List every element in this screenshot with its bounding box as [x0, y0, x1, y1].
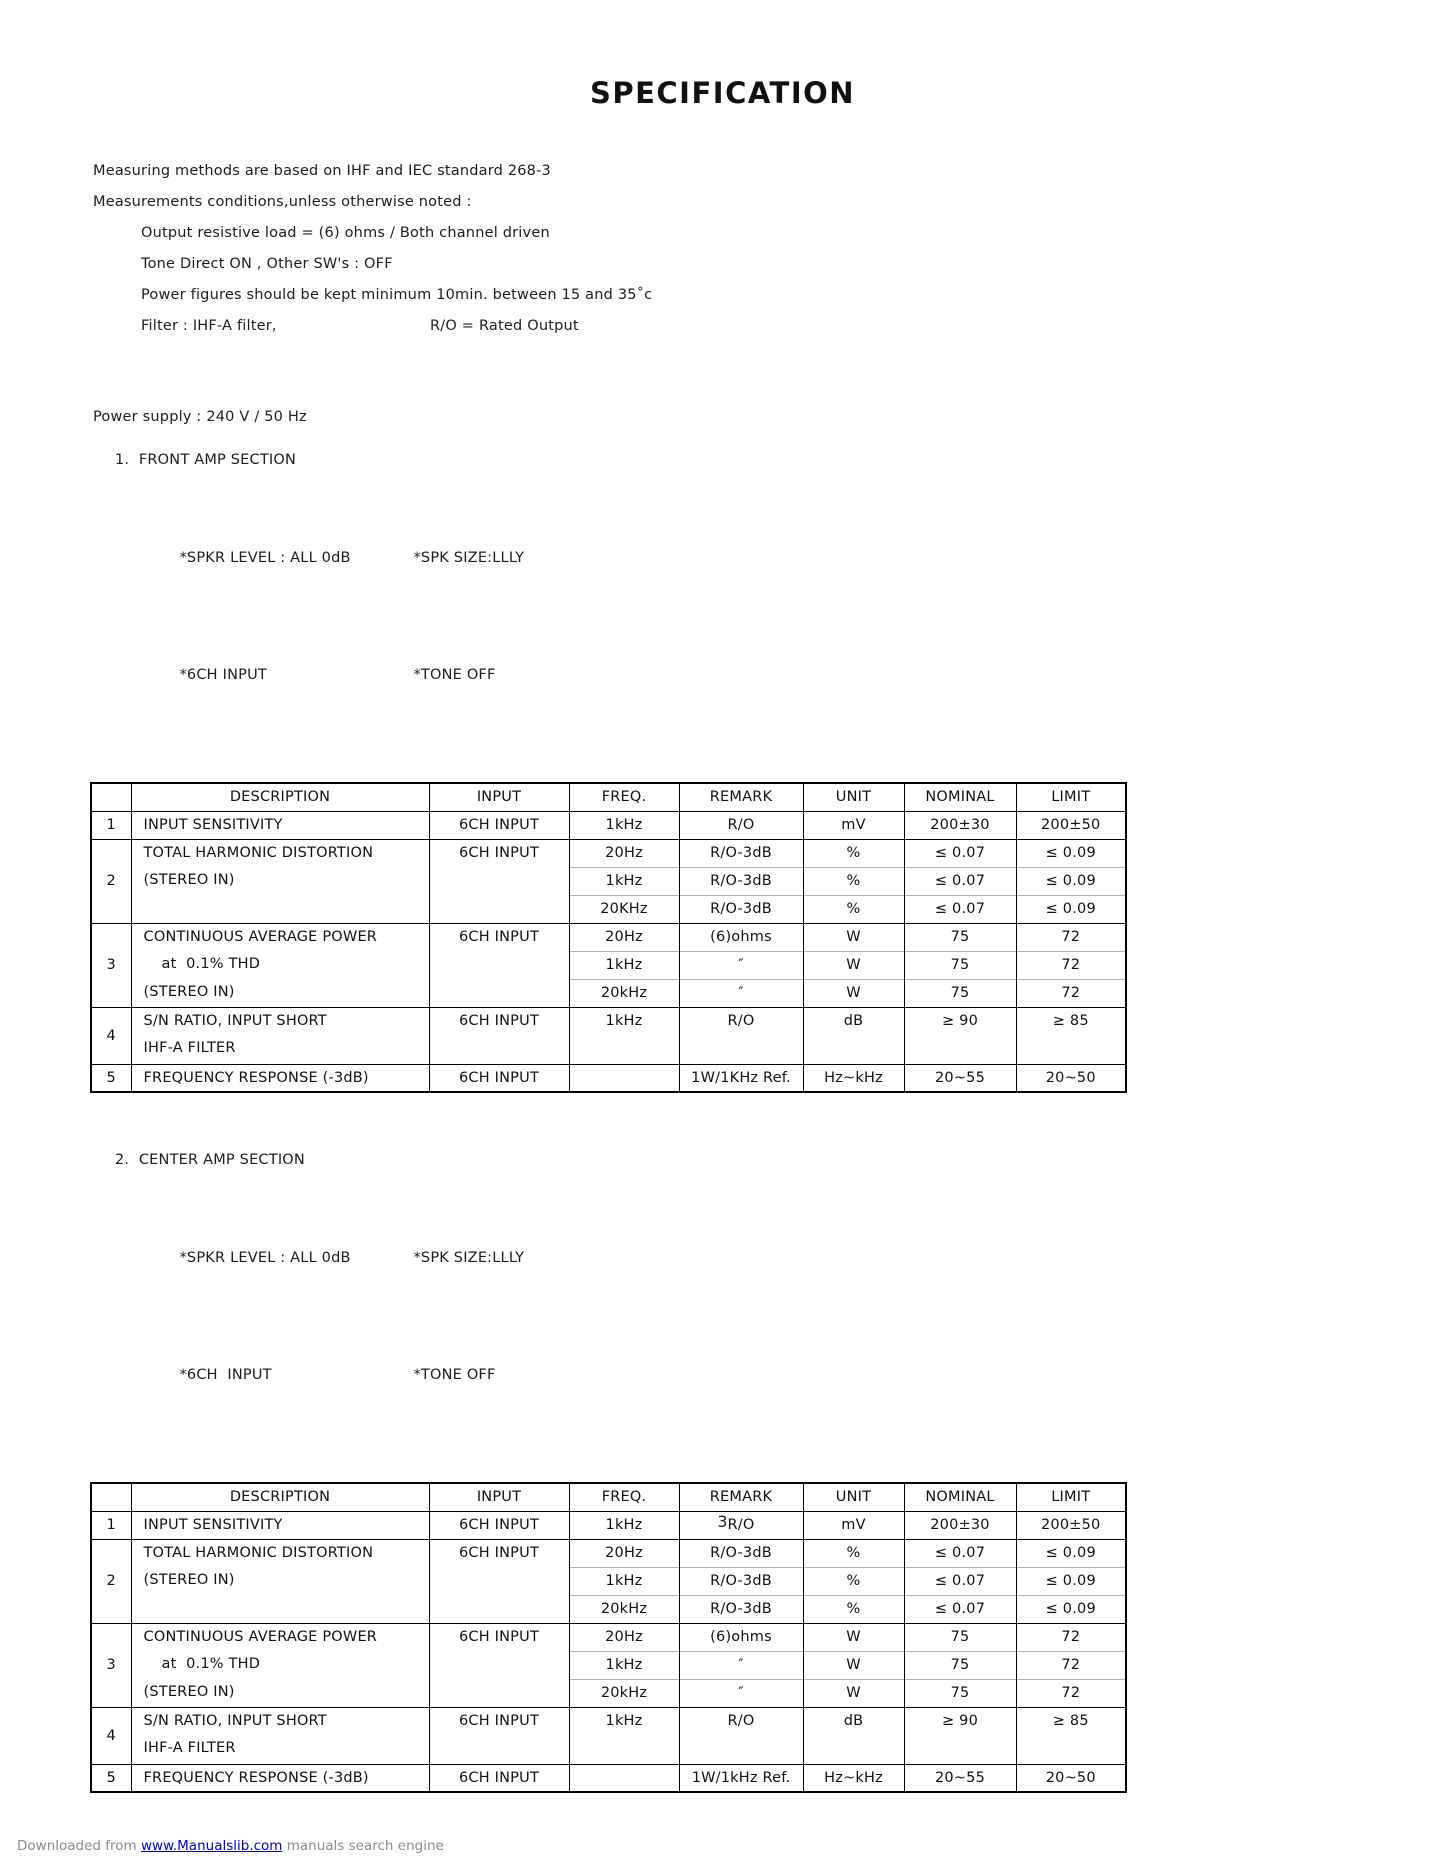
cell-unit: % — [803, 895, 904, 923]
header-remark: REMARK — [679, 783, 803, 811]
header-limit: LIMIT — [1016, 1483, 1126, 1511]
cell-nominal: 200±30 — [904, 1511, 1016, 1539]
cell-input: 6CH INPUT — [429, 923, 569, 1007]
cell-input: 6CH INPUT — [429, 1511, 569, 1539]
section-front-amp — [0, 445, 1445, 1093]
cell-freq: 1kHz — [569, 1511, 679, 1539]
table-row — [91, 1707, 1126, 1764]
cell-limit: 72 — [1016, 1679, 1126, 1707]
subnote-line — [141, 523, 1445, 594]
condition-line: Output resistive load = (6) ohms / Both channel driven — [141, 225, 550, 241]
footer-suffix: manuals search engine — [282, 1838, 444, 1854]
cell-remark: R/O — [679, 811, 803, 839]
header-unit: UNIT — [803, 1483, 904, 1511]
description-line: CONTINUOUS AVERAGE POWER — [143, 1628, 378, 1645]
cell-description — [131, 1623, 429, 1707]
cell-limit: 200±50 — [1016, 811, 1126, 839]
description-line: IHF-A FILTER — [143, 1040, 236, 1056]
table-row — [91, 839, 1126, 867]
cell-freq: 1kHz — [569, 867, 679, 895]
cell-num: 4 — [91, 1007, 131, 1064]
power-supply-line: Power supply : 240 V / 50 Hz — [93, 409, 307, 425]
cell-remark: ″ — [679, 1679, 803, 1707]
cell-unit: W — [803, 923, 904, 951]
section-heading: 2. CENTER AMP SECTION — [115, 1152, 305, 1168]
cell-limit: 72 — [1016, 951, 1126, 979]
cell-unit: % — [803, 1595, 904, 1623]
spk-size-label: *SPK SIZE:LLLY — [413, 549, 525, 566]
cell-remark: (6)ohms — [679, 1623, 803, 1651]
cell-input: 6CH INPUT — [429, 1707, 569, 1764]
cell-nominal: ≤ 0.07 — [904, 1595, 1016, 1623]
cell-nominal: ≥ 90 — [904, 1007, 1016, 1064]
cell-freq: 1kHz — [569, 1007, 679, 1064]
cell-input: 6CH INPUT — [429, 1007, 569, 1064]
header-num — [91, 783, 131, 811]
cell-nominal: 75 — [904, 1679, 1016, 1707]
manualslib-link[interactable]: www.Manualslib.com — [140, 1838, 283, 1854]
cell-freq: 1kHz — [569, 1707, 679, 1764]
table-row — [91, 923, 1126, 951]
description-line: (STEREO IN) — [143, 1572, 235, 1588]
cell-nominal: ≤ 0.07 — [904, 895, 1016, 923]
cell-remark: R/O — [679, 1707, 803, 1764]
cell-limit: 20~50 — [1016, 1764, 1126, 1792]
header-description: DESCRIPTION — [131, 1483, 429, 1511]
subnote-line — [141, 1341, 1445, 1412]
table-row — [91, 811, 1126, 839]
header-freq: FREQ. — [569, 783, 679, 811]
description-line: S/N RATIO, INPUT SHORT — [143, 1712, 327, 1729]
cell-input: 6CH INPUT — [429, 1764, 569, 1792]
footer-prefix: Downloaded from — [17, 1838, 141, 1854]
description-line: S/N RATIO, INPUT SHORT — [143, 1012, 327, 1029]
cell-remark: 1W/1kHz Ref. — [679, 1764, 803, 1792]
cell-limit: ≤ 0.09 — [1016, 1539, 1126, 1567]
spk-size-label: *SPK SIZE:LLLY — [413, 1249, 525, 1266]
cell-nominal: ≤ 0.07 — [904, 867, 1016, 895]
cell-remark: R/O-3dB — [679, 867, 803, 895]
description-line: TOTAL HARMONIC DISTORTION — [143, 1544, 374, 1561]
rated-output-label: R/O = Rated Output — [430, 318, 579, 334]
cell-remark: (6)ohms — [679, 923, 803, 951]
header-input: INPUT — [429, 783, 569, 811]
cell-limit: 72 — [1016, 1651, 1126, 1679]
cell-description — [131, 1007, 429, 1064]
cell-remark: R/O — [679, 1007, 803, 1064]
cell-limit: ≤ 0.09 — [1016, 895, 1126, 923]
cell-nominal: 20~55 — [904, 1764, 1016, 1792]
spkr-level-label: *SPKR LEVEL : ALL 0dB — [179, 1249, 351, 1266]
cell-nominal: 200±30 — [904, 811, 1016, 839]
header-freq: FREQ. — [569, 1483, 679, 1511]
cell-description — [131, 923, 429, 1007]
description-line: IHF-A FILTER — [143, 1740, 236, 1756]
cell-nominal: ≤ 0.07 — [904, 839, 1016, 867]
description-line: CONTINUOUS AVERAGE POWER — [143, 928, 378, 945]
cell-input: 6CH INPUT — [429, 1064, 569, 1092]
condition-line: Tone Direct ON , Other SW's : OFF — [141, 256, 393, 272]
cell-unit: W — [803, 1623, 904, 1651]
cell-unit: % — [803, 1567, 904, 1595]
cell-num: 3 — [91, 923, 131, 1007]
cell-num: 1 — [91, 1511, 131, 1539]
header-remark: REMARK — [679, 1483, 803, 1511]
description-line: TOTAL HARMONIC DISTORTION — [143, 844, 374, 861]
cell-remark: R/O-3dB — [679, 895, 803, 923]
cell-unit: % — [803, 867, 904, 895]
cell-description: FREQUENCY RESPONSE (-3dB) — [131, 1764, 429, 1792]
cell-nominal: 20~55 — [904, 1064, 1016, 1092]
cell-nominal: ≤ 0.07 — [904, 1567, 1016, 1595]
cell-limit: 72 — [1016, 923, 1126, 951]
cell-freq: 1kHz — [569, 1651, 679, 1679]
cell-description: INPUT SENSITIVITY — [131, 811, 429, 839]
page-title: SPECIFICATION — [589, 76, 856, 110]
section-subnotes — [141, 1176, 1445, 1458]
cell-freq: 20Hz — [569, 923, 679, 951]
cell-nominal: 75 — [904, 1651, 1016, 1679]
cell-freq — [569, 1064, 679, 1092]
intro-line: Measuring methods are based on IHF and IEC standard 268-3 — [93, 163, 551, 179]
cell-remark: ″ — [679, 979, 803, 1007]
cell-freq: 20kHz — [569, 1679, 679, 1707]
cell-remark: ″ — [679, 1651, 803, 1679]
cell-nominal: 75 — [904, 979, 1016, 1007]
tone-label: *TONE OFF — [413, 1367, 496, 1383]
cell-remark: R/O-3dB — [679, 1539, 803, 1567]
cell-unit: W — [803, 1651, 904, 1679]
header-description: DESCRIPTION — [131, 783, 429, 811]
cell-unit: % — [803, 839, 904, 867]
section-center-amp — [0, 1145, 1445, 1793]
header-limit: LIMIT — [1016, 783, 1126, 811]
description-line: at 0.1% THD — [161, 956, 261, 972]
cell-nominal: ≥ 90 — [904, 1707, 1016, 1764]
table-row — [91, 1539, 1126, 1567]
table-row — [91, 1007, 1126, 1064]
cell-limit: ≥ 85 — [1016, 1707, 1126, 1764]
cell-num: 2 — [91, 1539, 131, 1623]
header-nominal: NOMINAL — [904, 1483, 1016, 1511]
cell-unit: mV — [803, 811, 904, 839]
cell-freq: 20Hz — [569, 839, 679, 867]
cell-num: 5 — [91, 1764, 131, 1792]
cell-limit: 200±50 — [1016, 1511, 1126, 1539]
cell-limit: 20~50 — [1016, 1064, 1126, 1092]
cell-description: INPUT SENSITIVITY — [131, 1511, 429, 1539]
cell-remark: ″ — [679, 951, 803, 979]
cell-remark: R/O — [679, 1511, 803, 1539]
cell-input: 6CH INPUT — [429, 1623, 569, 1707]
cell-description — [131, 1539, 429, 1623]
cell-freq: 1kHz — [569, 1567, 679, 1595]
cell-freq: 20kHz — [569, 979, 679, 1007]
cell-input: 6CH INPUT — [429, 839, 569, 923]
subnote-line — [141, 641, 1445, 712]
table-row — [91, 1764, 1126, 1792]
cell-limit: ≤ 0.09 — [1016, 1567, 1126, 1595]
section-subnotes — [141, 476, 1445, 758]
front-amp-table — [90, 782, 1127, 1093]
cell-num: 4 — [91, 1707, 131, 1764]
cell-limit: 72 — [1016, 979, 1126, 1007]
input-label: *6CH INPUT — [179, 667, 267, 683]
cell-freq: 1kHz — [569, 951, 679, 979]
cell-limit: ≤ 0.09 — [1016, 867, 1126, 895]
filter-line — [141, 311, 1445, 342]
table-header-row — [91, 1483, 1126, 1511]
table-row — [91, 1064, 1126, 1092]
cell-unit: dB — [803, 1007, 904, 1064]
intro-text — [93, 156, 1445, 342]
cell-num: 3 — [91, 1623, 131, 1707]
cell-unit: W — [803, 979, 904, 1007]
cell-num: 2 — [91, 839, 131, 923]
cell-unit: Hz~kHz — [803, 1064, 904, 1092]
cell-nominal: 75 — [904, 951, 1016, 979]
cell-limit: 72 — [1016, 1623, 1126, 1651]
description-line: (STEREO IN) — [143, 872, 235, 888]
input-label: *6CH INPUT — [179, 1367, 272, 1383]
cell-freq — [569, 1764, 679, 1792]
table-header-row — [91, 783, 1126, 811]
cell-freq: 20Hz — [569, 1623, 679, 1651]
cell-freq: 20KHz — [569, 895, 679, 923]
cell-description: FREQUENCY RESPONSE (-3dB) — [131, 1064, 429, 1092]
table-row — [91, 1623, 1126, 1651]
subnote-line — [141, 1223, 1445, 1294]
cell-freq: 20Hz — [569, 1539, 679, 1567]
cell-num: 5 — [91, 1064, 131, 1092]
header-input: INPUT — [429, 1483, 569, 1511]
header-num — [91, 1483, 131, 1511]
cell-unit: dB — [803, 1707, 904, 1764]
condition-line: Power figures should be kept minimum 10min. between 15 and 35˚c — [141, 287, 653, 303]
cell-input: 6CH INPUT — [429, 811, 569, 839]
cell-unit: mV — [803, 1511, 904, 1539]
cell-remark: R/O-3dB — [679, 1567, 803, 1595]
cell-unit: % — [803, 1539, 904, 1567]
cell-nominal: ≤ 0.07 — [904, 1539, 1016, 1567]
cell-unit: W — [803, 951, 904, 979]
intro-line: Measurements conditions,unless otherwise noted : — [93, 194, 472, 210]
cell-freq: 20kHz — [569, 1595, 679, 1623]
cell-nominal: 75 — [904, 1623, 1016, 1651]
cell-description — [131, 1707, 429, 1764]
description-line: at 0.1% THD — [161, 1656, 261, 1672]
header-unit: UNIT — [803, 783, 904, 811]
footer — [17, 1838, 444, 1854]
cell-input: 6CH INPUT — [429, 1539, 569, 1623]
cell-limit: ≤ 0.09 — [1016, 839, 1126, 867]
section-heading: 1. FRONT AMP SECTION — [115, 452, 297, 468]
cell-remark: 1W/1KHz Ref. — [679, 1064, 803, 1092]
filter-label: Filter : IHF-A filter, — [141, 318, 277, 334]
cell-freq: 1kHz — [569, 811, 679, 839]
cell-unit: W — [803, 1679, 904, 1707]
description-line: (STEREO IN) — [143, 1683, 235, 1700]
page-number: 3 — [717, 1512, 728, 1531]
cell-description — [131, 839, 429, 923]
cell-nominal: 75 — [904, 923, 1016, 951]
description-line: (STEREO IN) — [143, 983, 235, 1000]
tone-label: *TONE OFF — [413, 667, 496, 683]
cell-unit: Hz~kHz — [803, 1764, 904, 1792]
cell-remark: R/O-3dB — [679, 1595, 803, 1623]
spkr-level-label: *SPKR LEVEL : ALL 0dB — [179, 549, 351, 566]
cell-limit: ≥ 85 — [1016, 1007, 1126, 1064]
cell-num: 1 — [91, 811, 131, 839]
cell-limit: ≤ 0.09 — [1016, 1595, 1126, 1623]
header-nominal: NOMINAL — [904, 783, 1016, 811]
cell-remark: R/O-3dB — [679, 839, 803, 867]
